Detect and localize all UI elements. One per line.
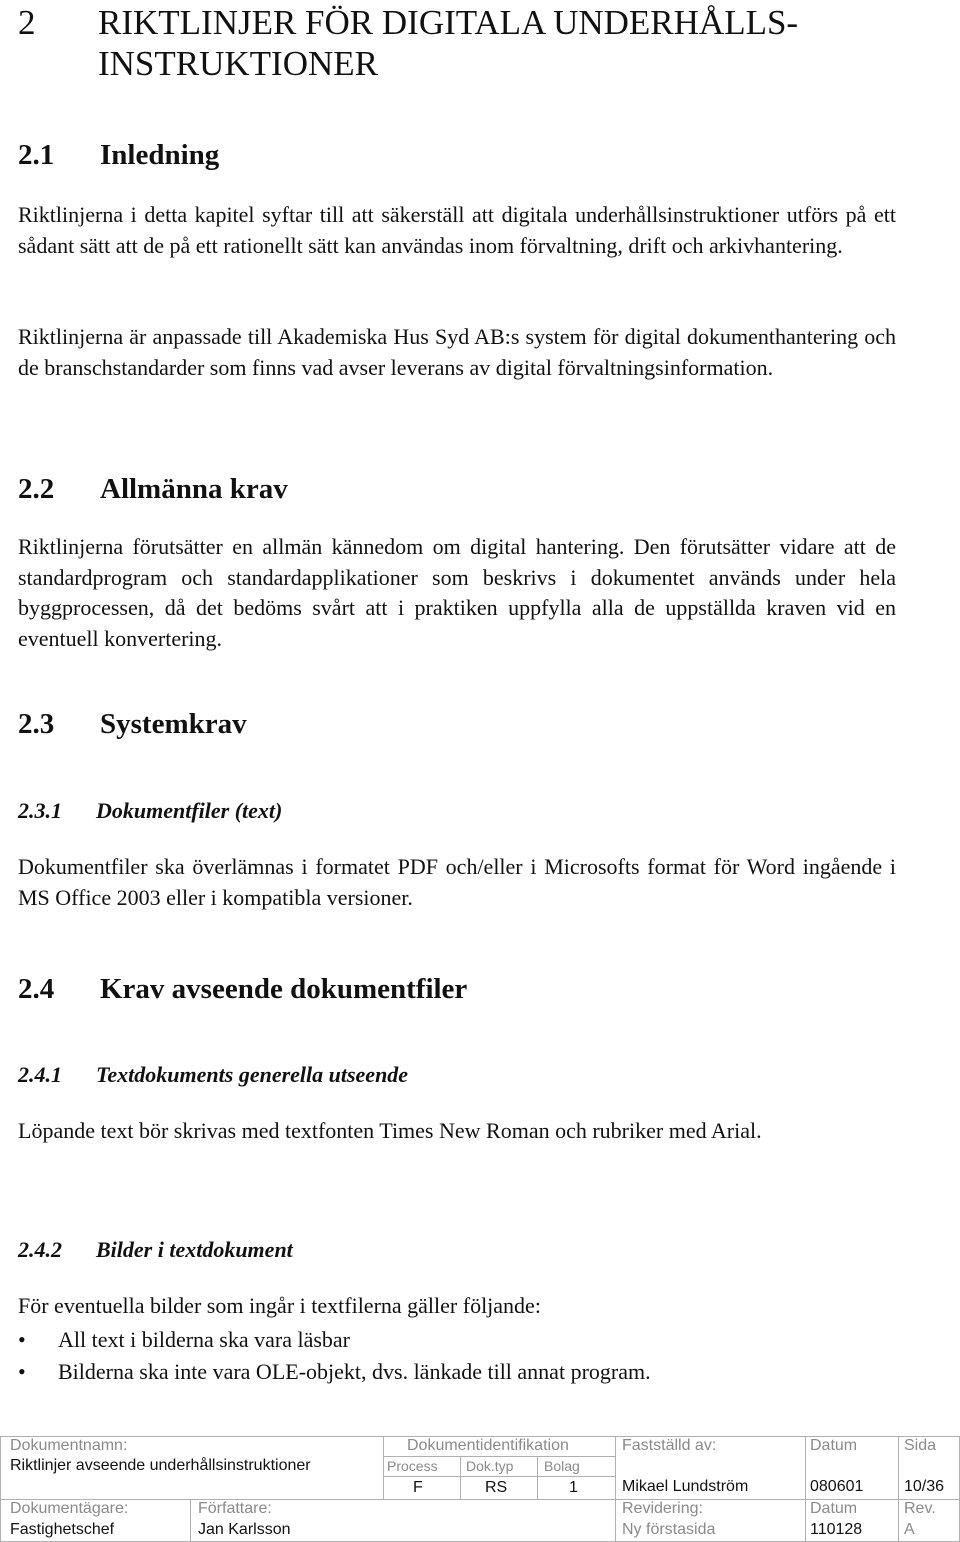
footer-divider: [537, 1456, 538, 1500]
rev-date-value: 110128: [810, 1521, 863, 1538]
rev-label: Rev.: [904, 1500, 936, 1517]
document-footer: [0, 1436, 960, 1542]
subsection-heading-2-4-1: 2.4.1 Textdokuments generella utseende: [18, 1062, 409, 1087]
list-item: • Bilderna ska inte vara OLE-objekt, dvs. länkade till annat program.: [18, 1356, 918, 1388]
bullet-icon: •: [18, 1359, 26, 1384]
paragraph-2-4-2: För eventuella bilder som ingår i textfilerna gäller följande:: [18, 1293, 541, 1318]
section-heading-2-2: 2.2 Allmänna krav: [18, 473, 288, 505]
doktyp-value: RS: [485, 1479, 508, 1496]
bolag-label: Bolag: [544, 1458, 580, 1474]
date-value: 080601: [810, 1478, 864, 1495]
process-label: Process: [387, 1458, 438, 1474]
footer-divider: [805, 1436, 806, 1542]
footer-divider: [0, 1436, 1, 1542]
section-heading-2-4: 2.4 Krav avseende dokumentfiler: [18, 973, 468, 1005]
owner-value: Fastighetschef: [10, 1521, 115, 1538]
date-label: Datum: [810, 1437, 858, 1454]
approved-by: Mikael Lundström: [622, 1478, 749, 1495]
page-number: 10/36: [904, 1478, 945, 1495]
footer-divider: [383, 1456, 615, 1457]
footer-divider: [190, 1499, 191, 1542]
list-item: • All text i bilderna ska vara läsbar: [18, 1324, 918, 1356]
subsection-heading-2-4-2: 2.4.2 Bilder i textdokument: [18, 1237, 293, 1262]
rev-date-label: Datum: [810, 1500, 858, 1517]
section-heading-2-3: 2.3 Systemkrav: [18, 708, 247, 740]
author-label: Författare:: [198, 1500, 272, 1517]
doc-name: Riktlinjer avseende underhållsinstruktioner: [10, 1457, 311, 1474]
paragraph-2-2: Riktlinjerna förutsätter en allmän kännedom om digital hantering. Den förutsätter vidare att de standardprogram och standardapplikationer som beskrivs i dokumentet används under hela byggprocessen, då det bedöms svårt att i praktiken uppfylla alla de uppställda kraven vid en eventuell konvertering.: [18, 534, 896, 651]
section-heading-2-1: 2.1 Inledning: [18, 139, 220, 171]
bullet-list: [18, 1324, 918, 1388]
paragraph-2-1-a: Riktlinjerna i detta kapitel syftar till att säkerställ att digitala underhållsinstruktioner utförs på ett sådant sätt att de på ett rationellt sätt kan användas inom förvaltning, drift och arkivhantering.: [18, 202, 896, 258]
chapter-title: RIKTLINJER FÖR DIGITALA UNDERHÅLLS-INSTRUKTIONER: [98, 3, 799, 83]
owner-label: Dokumentägare:: [10, 1500, 129, 1517]
footer-divider: [615, 1436, 616, 1542]
rev-value: A: [904, 1521, 915, 1538]
doktyp-label: Dok.typ: [466, 1458, 514, 1474]
subsection-heading-2-3-1: 2.3.1 Dokumentfiler (text): [18, 798, 283, 823]
bullet-icon: •: [18, 1327, 26, 1352]
revision-value: Ny förstasida: [622, 1521, 716, 1538]
paragraph-2-1-b: Riktlinjerna är anpassade till Akademiska Hus Syd AB:s system för digital dokumenthantering och de branschstandarder som finns vad avser leverans av digital förvaltningsinformation.: [18, 324, 896, 380]
footer-divider: [898, 1436, 899, 1542]
footer-divider: [383, 1476, 615, 1477]
doc-id-label: Dokumentidentifikation: [407, 1437, 569, 1454]
process-value: F: [413, 1479, 423, 1496]
page-label: Sida: [904, 1437, 937, 1454]
paragraph-2-4-1: Löpande text bör skrivas med textfonten Times New Roman och rubriker med Arial.: [18, 1118, 762, 1143]
approved-by-label: Fastställd av:: [622, 1437, 717, 1454]
footer-divider: [460, 1456, 461, 1500]
footer-divider: [383, 1436, 384, 1500]
doc-name-label: Dokumentnamn:: [10, 1437, 128, 1454]
author-value: Jan Karlsson: [198, 1521, 291, 1538]
chapter-number: 2: [18, 3, 36, 42]
paragraph-2-3-1: Dokumentfiler ska överlämnas i formatet PDF och/eller i Microsofts format för Word ingående i MS Office 2003 eller i kompatibla versioner.: [18, 854, 896, 910]
revision-label: Revidering:: [622, 1500, 703, 1517]
bolag-value: 1: [569, 1479, 578, 1496]
